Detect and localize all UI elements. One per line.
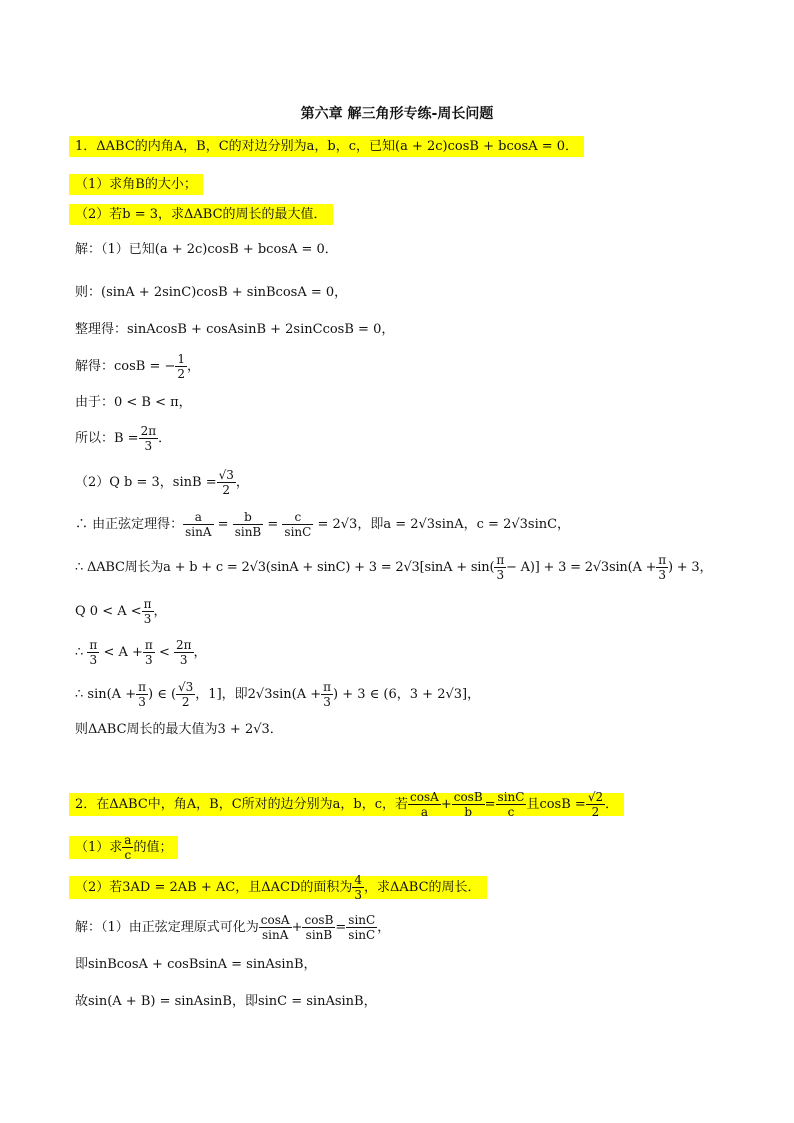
fraction: $\frac{a}{c}$ bbox=[124, 833, 132, 862]
solution-1-line-13: 则ΔABC周长的最大值为3 + 2√3． bbox=[75, 722, 283, 737]
solution-1-line-9: ∴ ΔABC周长为a + b + c = 2√3(sinA + sinC) + 3 = 2√3[sinA + sin( $\frac{\pi}{3}$ − A)] + 3 = 2√3sin(A + $\frac{\pi}{3}$ ) + 3， bbox=[75, 553, 713, 582]
problem-2-part-2: （2）若3AD = 2AB + AC，且ΔACD的面积为 $\frac{4}{3}$ ，求ΔABC的周长． bbox=[75, 873, 487, 902]
fraction: $\frac{2\pi}{3}$ bbox=[175, 638, 192, 667]
problem-2-part-1: （1）求 $\frac{a}{c}$ 的值； bbox=[75, 833, 178, 862]
fraction: $\frac{a}{\sin A}$ bbox=[185, 510, 212, 539]
solution-2-line-3: 故sin(A + B) = sinAsinB，即sinC = sinAsinB， bbox=[75, 994, 377, 1009]
fraction: $\frac{\pi}{3}$ bbox=[89, 638, 98, 667]
fraction: $\frac{4}{3}$ bbox=[354, 873, 363, 902]
problem-2-question bbox=[75, 790, 624, 819]
fraction: $\frac{\cos B}{b}$ bbox=[453, 790, 483, 819]
problem-2-statement: 2．在ΔABC中，角A，B，C所对的边分别为a，b，c，若 $\frac{\cos A}{a}$ + $\frac{\cos B}{b}$ = $\frac{\sin C}{c}$ 且cosB = $\frac{√2}{2}$ ． bbox=[69, 793, 624, 816]
fraction: $\frac{1}{2}$ bbox=[177, 352, 186, 381]
fraction: $\frac{\cos A}{a}$ bbox=[410, 790, 439, 819]
solution-1-line-12: ∴ sin(A + $\frac{\pi}{3}$ ) ∈ ( $\frac{√3}{2}$ ，1]，即2√3sin(A + $\frac{\pi}{3}$ ) + 3 ∈ (6，3 + 2√3]， bbox=[75, 680, 481, 709]
solution-2-line-1: 解：（1）由正弦定理原式可化为 $\frac{\cos A}{\sin A}$ + $\frac{\cos B}{\sin B}$ = $\frac{\sin C}{\sin C}$ ， bbox=[75, 913, 391, 942]
solution-1-line-10: Q 0 < A < $\frac{\pi}{3}$ ， bbox=[75, 597, 167, 626]
fraction: $\frac{\pi}{3}$ bbox=[496, 553, 505, 582]
fraction: $\frac{\pi}{3}$ bbox=[138, 680, 146, 709]
solution-1-line-3: 整理得：sinAcosB + cosAsinB + 2sinCcosB = 0， bbox=[75, 322, 395, 337]
fraction: $\frac{√2}{2}$ bbox=[587, 790, 604, 819]
solution-1-line-5: 由于：0 < B < π， bbox=[75, 395, 192, 410]
fraction: $\frac{\pi}{3}$ bbox=[143, 597, 152, 626]
solution-1-line-4: 解得：cosB = − $\frac{1}{2}$ ， bbox=[75, 352, 201, 381]
fraction: $\frac{\pi}{3}$ bbox=[658, 553, 666, 582]
fraction: $\frac{2\pi}{3}$ bbox=[140, 424, 157, 453]
solution-1-line-11: ∴ $\frac{\pi}{3}$ < A + $\frac{\pi}{3}$ < $\frac{2\pi}{3}$ ， bbox=[75, 638, 207, 667]
solution-1-line-8: ∴ 由正弦定理得： $\frac{a}{\sin A}$ = $\frac{b}{\sin B}$ = $\frac{c}{\sin C}$ = 2√3，即a = 2√3sinA，c = 2√3sinC， bbox=[75, 510, 571, 539]
fraction: $\frac{√3}{2}$ bbox=[178, 680, 194, 709]
fraction: $\frac{c}{\sin C}$ bbox=[284, 510, 312, 539]
fraction: $\frac{\sin C}{\sin C}$ bbox=[348, 913, 376, 942]
solution-1-line-1: 解：（1）已知(a + 2c)cosB + bcosA = 0． bbox=[75, 242, 338, 257]
fraction: $\frac{√3}{2}$ bbox=[218, 468, 234, 497]
problem-1-statement: 1．ΔABC的内角A，B，C的对边分别为a，b，c，已知(a + 2c)cosB + bcosA = 0． bbox=[69, 136, 584, 157]
solution-2-line-2: 即sinBcosA + cosBsinA = sinAsinB， bbox=[75, 957, 317, 972]
solution-1-line-2: 则：(sinA + 2sinC)cosB + sinBcosA = 0， bbox=[75, 285, 348, 300]
fraction: $\frac{\pi}{3}$ bbox=[144, 638, 153, 667]
page-title: 第六章 解三角形专练-周长问题 bbox=[300, 106, 494, 122]
problem-1-part-1: （1）求角B的大小； bbox=[75, 175, 203, 195]
fraction: $\frac{b}{\sin B}$ bbox=[234, 510, 262, 539]
solution-1-line-6: 所以：B = $\frac{2\pi}{3}$ ． bbox=[75, 424, 172, 453]
problem-1-part-2: （2）若b = 3，求ΔABC的周长的最大值． bbox=[75, 205, 333, 225]
problem-1-question bbox=[75, 137, 584, 157]
solution-1-line-7: （2）Q b = 3，sinB = $\frac{√3}{2}$ ， bbox=[75, 468, 249, 497]
fraction: $\frac{\sin C}{c}$ bbox=[497, 790, 525, 819]
fraction: $\frac{\cos B}{\sin B}$ bbox=[304, 913, 334, 942]
fraction: $\frac{\cos A}{\sin A}$ bbox=[260, 913, 290, 942]
fraction: $\frac{\pi}{3}$ bbox=[323, 680, 332, 709]
